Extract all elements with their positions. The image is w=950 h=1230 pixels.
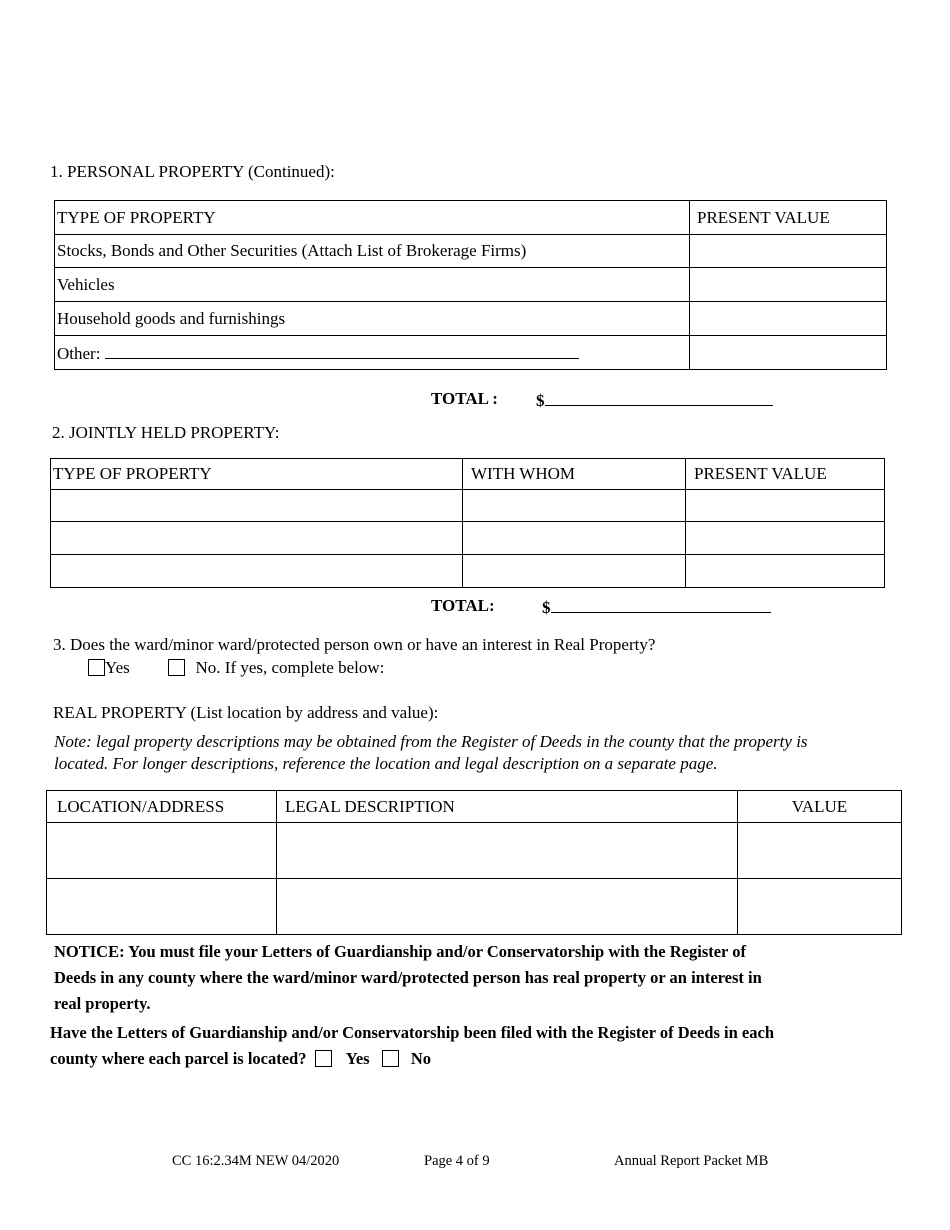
section2-total-label: TOTAL: [431, 596, 495, 615]
other-description-line[interactable] [105, 342, 579, 359]
section1-currency: $ [536, 391, 545, 410]
filed-no-checkbox[interactable] [382, 1050, 399, 1067]
footer-page-number: Page 4 of 9 [424, 1153, 490, 1169]
section1-total-line [545, 389, 773, 406]
no-label: No. If yes, complete below: [195, 658, 385, 677]
filed-question-line-1: Have the Letters of Guardianship and/or Conservatorship been filed with the Register of Deeds in each [50, 1023, 774, 1042]
row-label-stocks: Stocks, Bonds and Other Securities (Attach List of Brokerage Firms) [55, 235, 690, 268]
notice-line-1: NOTICE: You must file your Letters of Guardianship and/or Conservatorship with the Register of [54, 942, 746, 961]
real-property-choice [88, 658, 384, 678]
value-cell-other[interactable] [690, 336, 887, 370]
footer-form-code: CC 16:2.34M NEW 04/2020 [172, 1153, 340, 1169]
jointly-value-cell[interactable] [686, 490, 885, 522]
section3-question: 3. Does the ward/minor ward/protected person own or have an interest in Real Property? [53, 635, 656, 654]
legal-description-cell[interactable] [277, 879, 738, 935]
section2-total-field[interactable] [542, 596, 771, 618]
header-present-value: PRESENT VALUE [686, 459, 885, 490]
location-cell[interactable] [47, 879, 277, 935]
jointly-type-cell[interactable] [51, 490, 463, 522]
header-type-of-property: TYPE OF PROPERTY [51, 459, 463, 490]
filed-yes-label: Yes [345, 1049, 370, 1068]
jointly-value-cell[interactable] [686, 522, 885, 555]
note-line-1: Note: legal property descriptions may be obtained from the Register of Deeds in the county that the property is [54, 732, 808, 751]
yes-checkbox[interactable] [88, 659, 105, 676]
value-cell[interactable] [738, 879, 902, 935]
jointly-value-cell[interactable] [686, 555, 885, 588]
row-label-other: Other: [57, 343, 101, 363]
header-legal-description: LEGAL DESCRIPTION [277, 791, 738, 823]
value-cell-vehicles[interactable] [690, 268, 887, 302]
value-cell-stocks[interactable] [690, 235, 887, 268]
jointly-whom-cell[interactable] [463, 522, 686, 555]
jointly-type-cell[interactable] [51, 555, 463, 588]
filed-question-line-2: county where each parcel is located? [50, 1049, 307, 1068]
yes-label: Yes [105, 658, 130, 677]
jointly-whom-cell[interactable] [463, 490, 686, 522]
value-cell[interactable] [738, 823, 902, 879]
jointly-held-table [50, 458, 885, 588]
header-type-of-property: TYPE OF PROPERTY [55, 201, 690, 235]
section1-total-label: TOTAL : [431, 389, 498, 408]
personal-property-table [54, 200, 887, 370]
section1-total-field[interactable] [536, 389, 773, 411]
notice-line-3: real property. [54, 994, 151, 1013]
filed-question-block [50, 1020, 930, 1072]
jointly-type-cell[interactable] [51, 522, 463, 555]
header-present-value: PRESENT VALUE [690, 201, 887, 235]
value-cell-household[interactable] [690, 302, 887, 336]
row-label-vehicles: Vehicles [55, 268, 690, 302]
filed-no-label: No [410, 1049, 431, 1068]
row-label-household: Household goods and furnishings [55, 302, 690, 336]
section2-total-line [551, 596, 771, 613]
header-with-whom: WITH WHOM [463, 459, 686, 490]
header-value: VALUE [738, 791, 902, 823]
real-property-note [54, 731, 914, 775]
jointly-whom-cell[interactable] [463, 555, 686, 588]
notice-block [54, 939, 924, 1017]
footer-packet-name: Annual Report Packet MB [614, 1153, 769, 1169]
section2-title: 2. JOINTLY HELD PROPERTY: [52, 423, 280, 442]
filed-yes-checkbox[interactable] [315, 1050, 332, 1067]
location-cell[interactable] [47, 823, 277, 879]
section1-title: 1. PERSONAL PROPERTY (Continued): [50, 162, 335, 181]
section2-currency: $ [542, 598, 551, 617]
notice-line-2: Deeds in any county where the ward/minor ward/protected person has real property or an interest in [54, 968, 762, 987]
note-line-2: located. For longer descriptions, reference the location and legal description on a separate page. [54, 754, 718, 773]
row-other [55, 336, 690, 370]
real-property-title: REAL PROPERTY (List location by address and value): [53, 703, 439, 722]
no-checkbox[interactable] [168, 659, 185, 676]
real-property-table [46, 790, 902, 935]
legal-description-cell[interactable] [277, 823, 738, 879]
header-location-address: LOCATION/ADDRESS [47, 791, 277, 823]
